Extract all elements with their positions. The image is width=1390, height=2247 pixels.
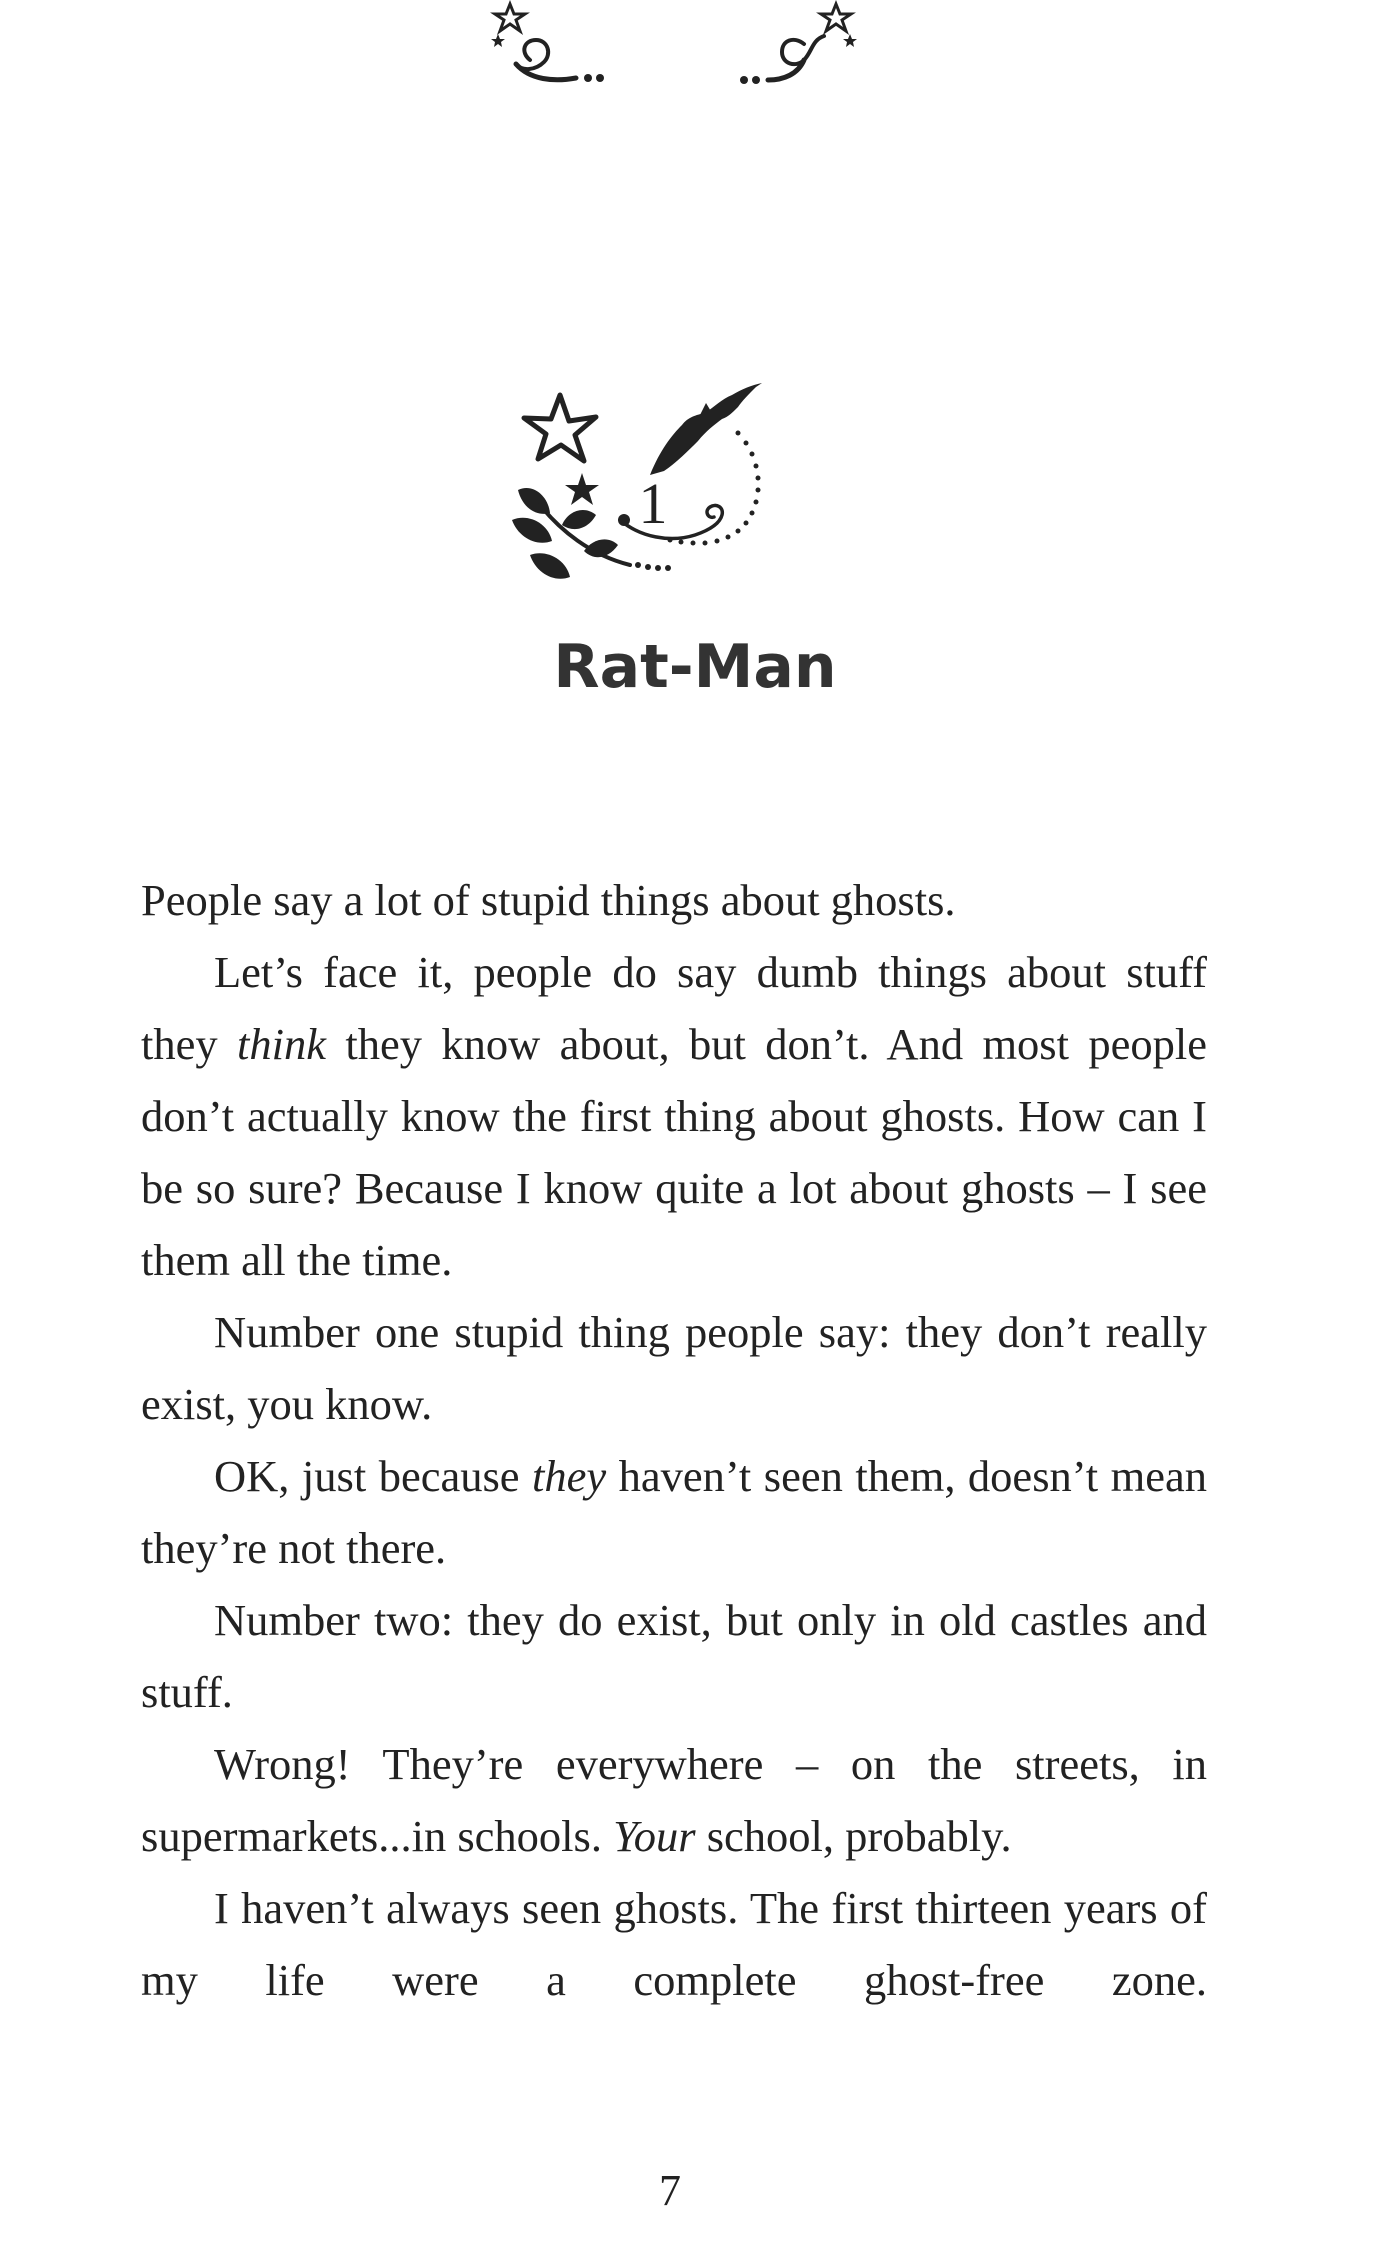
star-outline-icon [821, 4, 851, 31]
star-outline-icon [524, 395, 596, 461]
star-outline-icon [495, 4, 525, 31]
emphasis: Your [613, 1811, 696, 1861]
chapter-title: Rat-Man [553, 632, 837, 702]
text-run: school, probably. [695, 1811, 1012, 1861]
paragraph: People say a lot of stupid things about ghosts. [141, 875, 956, 925]
paragraph: Number one stupid thing people say: they don’t really exist, you know. [141, 1307, 1207, 1429]
text-run: they know about, but don’t. And most people don’t actually know the first thing about ghosts. How can I be so sure? Because I know quite a lot about ghosts – I see them all the time. [141, 1019, 1207, 1285]
page-number: 7 [659, 2166, 681, 2215]
small-star-icon [491, 34, 505, 47]
paragraph [141, 1728, 1207, 1872]
small-star-icon [843, 34, 857, 47]
swirl-icon [620, 505, 722, 538]
paragraph: Number two: they do exist, but only in old castles and stuff. [141, 1595, 1207, 1717]
footer-ornament-left [490, 0, 620, 100]
body-text [141, 864, 1207, 2016]
paragraph: I haven’t always seen ghosts. The first thirteen years of my life were a complete ghost-free zone. [141, 1883, 1207, 2005]
text-run: Wrong! They’re everywhere – on the streets, in supermarkets...in schools. [141, 1739, 1207, 1861]
text-run: OK, just because [214, 1451, 533, 1501]
small-star-icon [565, 473, 599, 505]
paragraph [141, 936, 1207, 1296]
paragraph [141, 1440, 1207, 1584]
text-run: Let’s face it, people do say dumb things about stuff they [141, 947, 1207, 1069]
emphasis: think [237, 1019, 326, 1069]
text-run: haven’t seen them, doesn’t mean they’re not there. [141, 1451, 1207, 1573]
swirl-icon [740, 36, 824, 84]
footer-ornament-right [732, 0, 862, 100]
emphasis: they [532, 1451, 607, 1501]
chapter-ornament [500, 355, 830, 605]
chapter-number: 1 [638, 471, 668, 536]
bat-icon [650, 383, 762, 475]
swirl-icon [516, 40, 604, 82]
